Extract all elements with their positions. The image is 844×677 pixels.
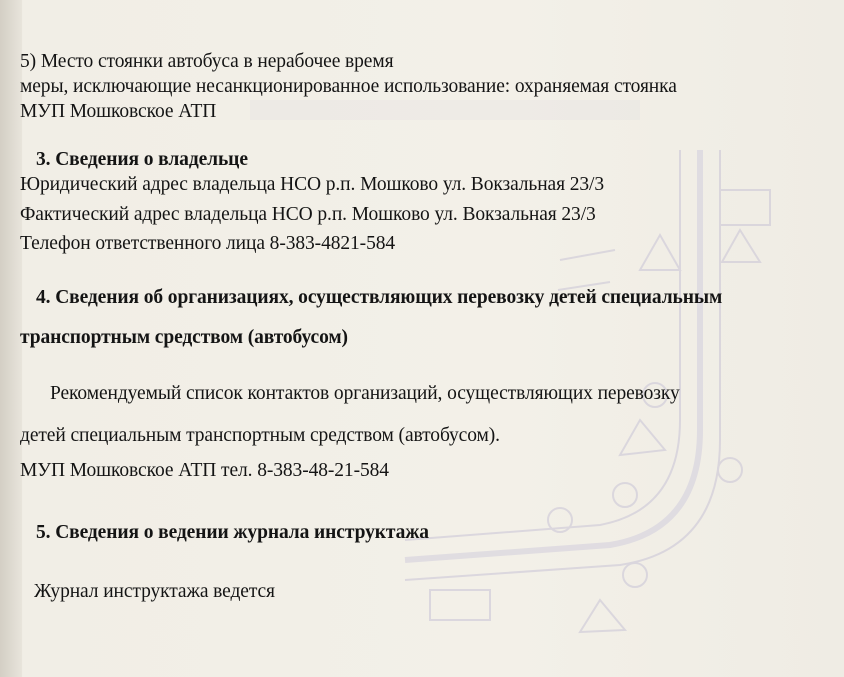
parking-org-line: МУП Мошковское АТП — [20, 101, 217, 122]
orgs-contact-line: МУП Мошковское АТП тел. 8-383-48-21-584 — [20, 460, 389, 481]
journal-status-line: Журнал инструктажа ведется — [34, 581, 275, 602]
orgs-recommended-line-2: детей специальным транспортным средством (автобусом). — [20, 425, 500, 446]
orgs-section-heading-2: транспортным средством (автобусом) — [20, 327, 348, 348]
journal-section-heading: 5. Сведения о ведении журнала инструктажа — [36, 522, 429, 543]
owner-phone-line: Телефон ответственного лица 8-383-4821-584 — [20, 233, 396, 254]
page-edge-shadow — [0, 0, 22, 677]
owner-actual-address-line: Фактический адрес владельца НСО р.п. Мошково ул. Вокзальная 23/3 — [20, 204, 596, 225]
parking-measures-line: меры, исключающие несанкционированное использование: охраняемая стоянка — [20, 76, 677, 97]
parking-heading-line: 5) Место стоянки автобуса в нерабочее время — [20, 51, 394, 72]
orgs-section-heading-1: 4. Сведения об организациях, осуществляющих перевозку детей специальным — [36, 287, 723, 308]
orgs-recommended-line-1: Рекомендуемый список контактов организаций, осуществляющих перевозку — [50, 383, 680, 404]
owner-section-heading: 3. Сведения о владельце — [36, 149, 248, 170]
owner-legal-address-line: Юридический адрес владельца НСО р.п. Мошково ул. Вокзальная 23/3 — [20, 174, 605, 195]
